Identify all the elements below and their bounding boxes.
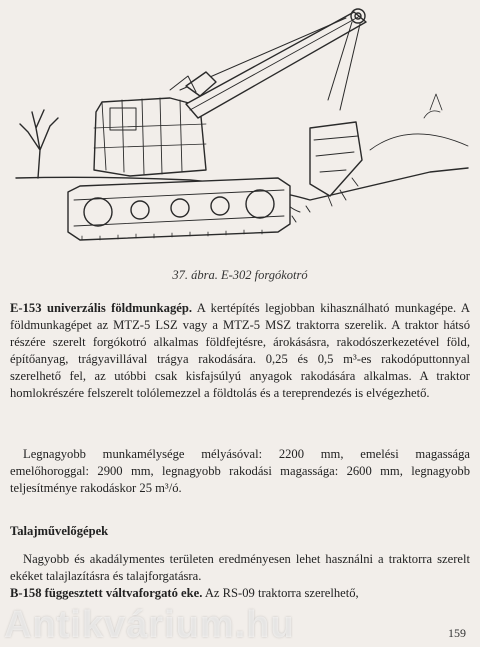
tree-drawing <box>20 110 58 178</box>
paragraph-3-lead: B-158 függesztett váltvaforgató eke. <box>10 585 203 600</box>
page-number: 159 <box>448 626 466 640</box>
section-heading: Talajművelőgépek <box>10 524 109 538</box>
crawler-tracks <box>68 178 290 240</box>
paragraph-2 <box>10 446 470 497</box>
paragraph-1 <box>10 300 470 401</box>
paragraph-2-text: Legnagyobb munkamélysége mélyásóval: 2200 mm, emelési magassága emelőhoroggal: 2900 mm, legnagyobb rakodási magassága: 2600 mm, legnagyobb teljesítménye rakodáskor 25 m³/ó. <box>10 447 470 495</box>
paragraph-3-text-2: Az RS-09 traktorra szerelhető, <box>202 585 359 600</box>
paragraph-3 <box>10 551 470 602</box>
excavator-illustration <box>10 0 470 262</box>
paragraph-3-text: Nagyobb és akadálymentes területen eredményesen lehet használni a traktorra szerelt ekéket talajlazításra és talajforgatásra. <box>10 552 470 583</box>
watermark: Antikvárium.hu <box>4 604 295 646</box>
hills-sketch <box>370 94 468 150</box>
figure-caption: 37. ábra. E-302 forgókotró <box>172 268 308 282</box>
paragraph-1-lead: E-153 univerzális földmunkagép. <box>10 301 193 315</box>
paragraph-1-text: A kertépítés legjobban kihasználható munkagépe. A földmunkagépet az MTZ-5 LSZ vagy a MTZ-5 MSZ traktorra szerelik. A traktor hátsó részére szerelt forgókotró alkalmas földfejtésre, árokásásra, rakodószerkezetével föld, építőanyag, trágyavillával trágya rakodására. 0,25 és 0,5 m³-es rakodóputtonnyal szerelhető fel, az utóbbi csak kisfajsúlyú anyagok rakodására alkalmas. A traktor homlokrészére felszerelt tolólemezzel a földtolás és a tereprendezés is elvégezhető. <box>10 301 470 400</box>
